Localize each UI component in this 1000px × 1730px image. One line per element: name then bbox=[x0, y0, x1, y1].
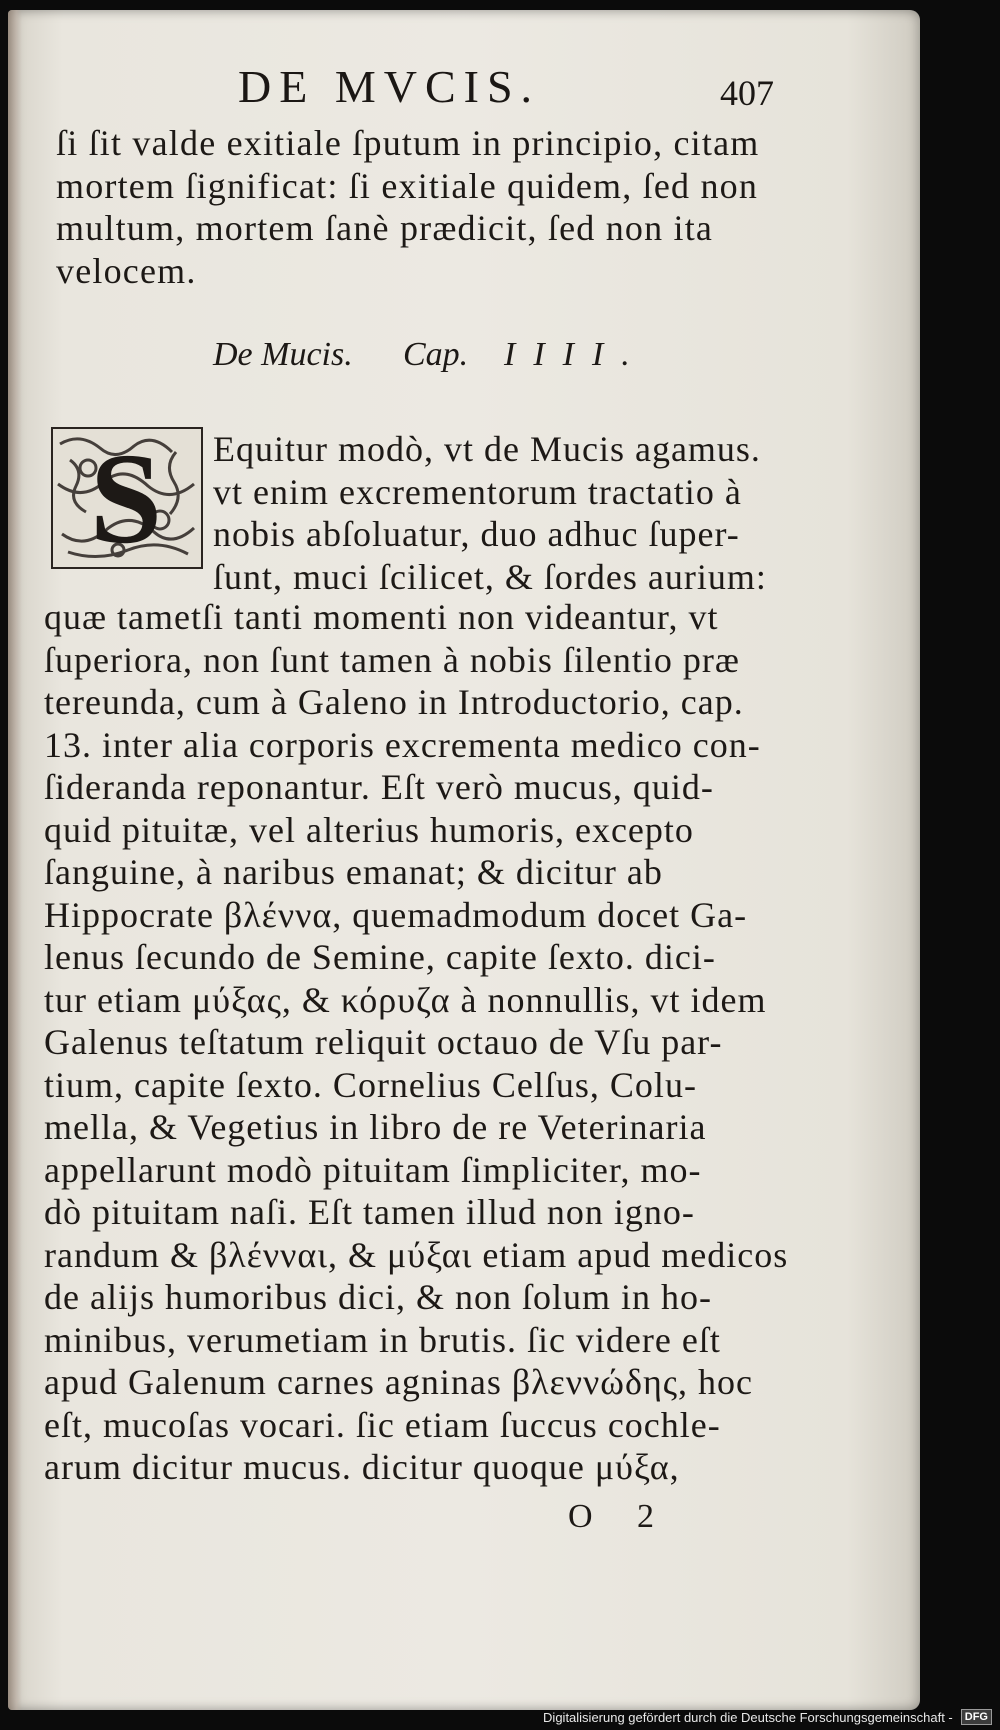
text-line: Equitur modò, vt de Mucis agamus. bbox=[213, 429, 761, 469]
text-line: tereunda, cum à Galeno in Introductorio, cap. bbox=[44, 682, 744, 722]
dfg-logo-icon: DFG bbox=[961, 1709, 992, 1725]
chapter-subject: De Mucis. bbox=[213, 336, 353, 373]
text-line: appellarunt modò pituitam ſimpliciter, mo- bbox=[44, 1149, 702, 1190]
text-line: arum dicitur mucus. dicitur quoque μύξα, bbox=[44, 1447, 680, 1487]
text-line: de alijs humoribus dici, & non ſolum in ho- bbox=[44, 1277, 712, 1317]
chapter-label: Cap. bbox=[403, 336, 469, 373]
text-line: nobis abſoluatur, duo adhuc ſuper- bbox=[213, 514, 740, 554]
text-line: mella, & Vegetius in libro de re Veterinaria bbox=[44, 1107, 707, 1147]
text-line: tur etiam μύξας, & κόρυζα à nonnullis, vt idem bbox=[44, 979, 767, 1020]
funding-credit: Digitalisierung gefördert durch die Deutsche Forschungsgemeinschaft - bbox=[543, 1709, 953, 1725]
text-line: minibus, verumetiam in brutis. ſic videre eſt bbox=[44, 1319, 721, 1360]
text-line: mortem ſignificat: ſi exitiale quidem, ſed non bbox=[56, 165, 759, 206]
text-line: apud Galenum carnes agninas βλεννώδης, hoc bbox=[44, 1362, 754, 1402]
text-line: dò pituitam naſi. Eſt tamen illud non igno- bbox=[44, 1192, 695, 1232]
text-line: quæ tametſi tanti momenti non videantur, vt bbox=[44, 597, 719, 637]
text-line: 13. inter alia corporis excrementa medico con- bbox=[44, 724, 761, 765]
chapter-body bbox=[44, 596, 829, 1489]
chapter-heading bbox=[8, 336, 920, 386]
text-line: eſt, mucoſas vocari. ſic etiam ſuccus cochle- bbox=[44, 1404, 721, 1445]
text-line: Hippocrate βλέννα, quemadmodum docet Ga- bbox=[44, 894, 748, 935]
text-line: lenus ſecundo de Semine, capite ſexto. dici- bbox=[44, 937, 716, 977]
book-page bbox=[8, 10, 920, 1710]
text-line: multum, mortem ſanè prædicit, ſed non ita bbox=[56, 208, 714, 248]
text-line: ſanguine, à naribus emanat; & dicitur ab bbox=[44, 852, 663, 892]
text-line: ſideranda reponantur. Eſt verò mucus, quid- bbox=[44, 767, 714, 807]
text-line: vt enim excrementorum tractatio à bbox=[213, 471, 742, 512]
text-line: Galenus teſtatum reliquit octauo de Vſu par- bbox=[44, 1022, 723, 1062]
ornament-initial-icon bbox=[48, 424, 208, 574]
text-line: ſi ſit valde exitiale ſputum in principio, citam bbox=[56, 123, 760, 163]
preceding-paragraph bbox=[56, 122, 826, 292]
text-line: randum & βλένναι, & μύξαι etiam apud medicos bbox=[44, 1234, 789, 1275]
chapter-opening-lines bbox=[213, 428, 793, 598]
text-line: quid pituitæ, vel alterius humoris, excepto bbox=[44, 809, 694, 850]
text-line: velocem. bbox=[56, 250, 197, 291]
svg-text:S: S bbox=[89, 427, 163, 571]
running-title: DE MVCIS. bbox=[238, 61, 541, 112]
text-line: tium, capite ſexto. Cornelius Celſus, Colu- bbox=[44, 1064, 697, 1105]
digitization-footer bbox=[543, 1706, 992, 1728]
page-header bbox=[8, 60, 920, 120]
text-line: ſunt, muci ſcilicet, & ſordes aurium: bbox=[213, 556, 767, 597]
chapter-number: IIII. bbox=[504, 336, 648, 373]
signature-mark: O 2 bbox=[568, 1498, 673, 1535]
decorated-initial-s bbox=[48, 424, 208, 574]
text-line: ſuperiora, non ſunt tamen à nobis ſilentio præ bbox=[44, 639, 740, 680]
page-number: 407 bbox=[720, 73, 774, 113]
